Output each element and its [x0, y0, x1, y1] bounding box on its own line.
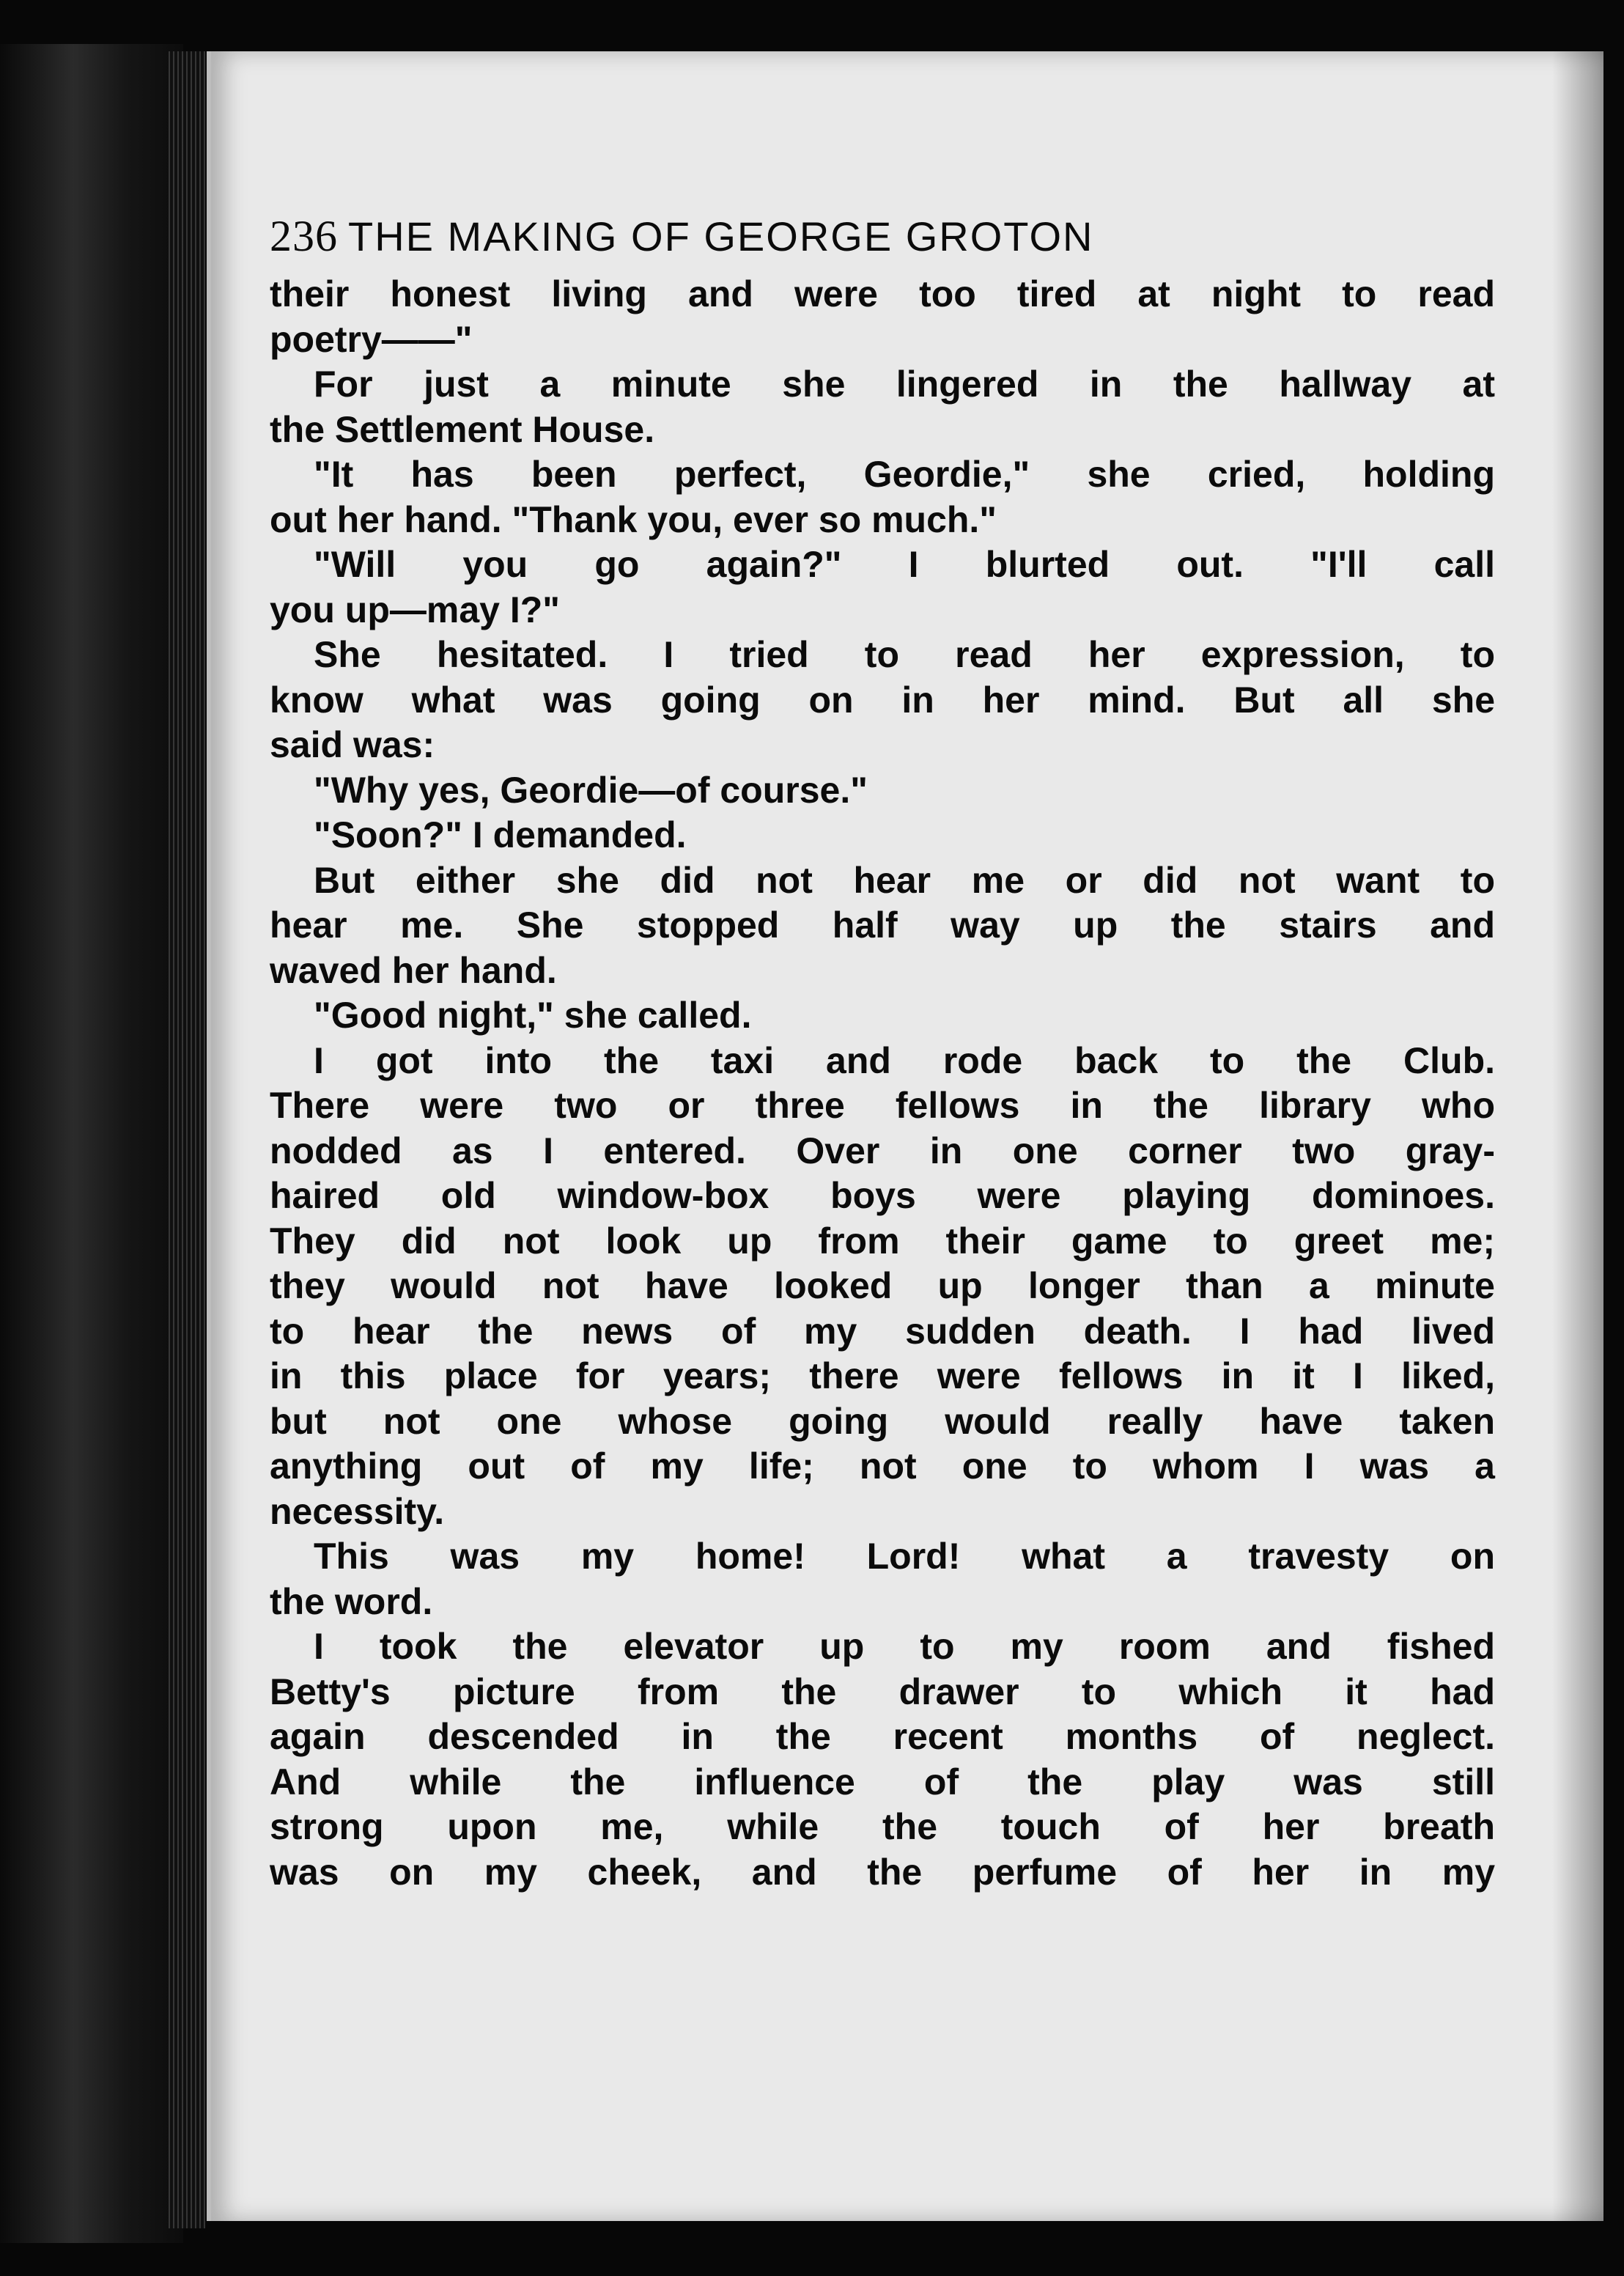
text-line: the word. [270, 1580, 433, 1622]
text-line: they would not have looked up longer than a minute [270, 1265, 1495, 1306]
body-text [270, 272, 1495, 1895]
text-line: I got into the taxi and rode back to the Club. [314, 1039, 1495, 1081]
text-line: said was: [270, 724, 435, 765]
text-line: you up—may I?" [270, 589, 560, 630]
text-line: And while the influence of the play was still [270, 1761, 1495, 1802]
text-line: nodded as I entered. Over in one corner two gray- [270, 1130, 1495, 1171]
text-line: "Good night," she called. [314, 995, 752, 1036]
text-line: to hear the news of my sudden death. I had lived [270, 1310, 1495, 1352]
text-line: waved her hand. [270, 949, 557, 991]
text-line: This was my home! Lord! what a travesty on [314, 1536, 1495, 1577]
text-line: in this place for years; there were fellows in it I liked, [270, 1355, 1495, 1396]
text-line: was on my cheek, and the perfume of her in my [270, 1851, 1495, 1893]
text-line: but not one whose going would really have taken [270, 1400, 1495, 1442]
text-line: their honest living and were too tired at night to read [270, 273, 1495, 314]
text-line: "It has been perfect, Geordie," she cried, holding [314, 454, 1495, 495]
text-line: haired old window-box boys were playing dominoes. [270, 1175, 1495, 1216]
page-number: 236 [270, 212, 338, 260]
text-line: hear me. She stopped half way up the stairs and [270, 905, 1495, 946]
running-head [270, 211, 1495, 262]
text-line: anything out of my life; not one to whom I was a [270, 1445, 1495, 1487]
page-right-shadow [1552, 51, 1603, 2221]
text-line: strong upon me, while the touch of her breath [270, 1806, 1495, 1847]
text-line: the Settlement House. [270, 408, 655, 450]
text-line: They did not look up from their game to greet me; [270, 1220, 1495, 1262]
text-line: necessity. [270, 1490, 445, 1532]
text-line: out her hand. "Thank you, ever so much." [270, 498, 997, 540]
text-line: There were two or three fellows in the library who [270, 1085, 1495, 1126]
text-line: Betty's picture from the drawer to which it had [270, 1671, 1495, 1712]
book-title: THE MAKING OF GEORGE GROTON [348, 213, 1094, 259]
text-line: But either she did not hear me or did not want to [314, 859, 1495, 901]
page-text-block [270, 211, 1495, 1895]
text-line: "Will you go again?" I blurted out. "I'll call [314, 544, 1495, 585]
text-line: For just a minute she lingered in the hallway at [314, 364, 1495, 405]
text-line: know what was going on in her mind. But all she [270, 679, 1495, 721]
text-line: She hesitated. I tried to read her expression, to [314, 634, 1495, 675]
book-spine-edge [0, 44, 183, 2243]
page-stack-edges [169, 51, 205, 2228]
text-line: I took the elevator up to my room and fished [314, 1626, 1495, 1667]
text-line: "Soon?" I demanded. [314, 814, 687, 855]
text-line: "Why yes, Geordie—of course." [314, 769, 868, 811]
text-line: poetry——" [270, 318, 473, 360]
text-line: again descended in the recent months of neglect. [270, 1716, 1495, 1757]
